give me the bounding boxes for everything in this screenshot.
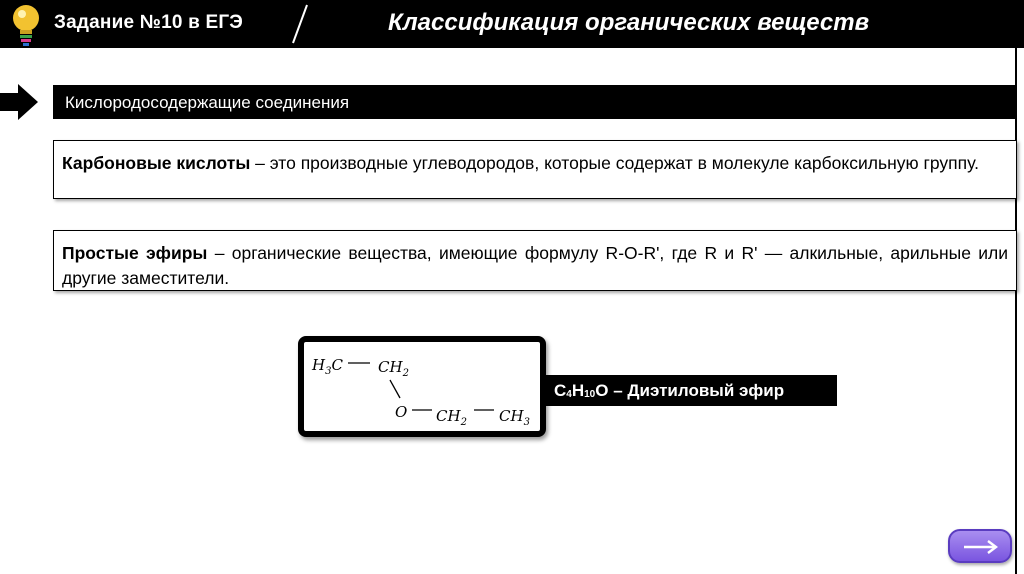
right-arrow-icon <box>962 539 1000 555</box>
lightbulb-icon <box>8 2 44 46</box>
group-ch2-upper: $CH_2$ <box>378 358 409 379</box>
formula-h-count: 10 <box>584 389 596 400</box>
diethyl-ether-structure <box>304 342 540 431</box>
formula-h: H <box>571 381 585 400</box>
topic-label: Задание №10 в ЕГЭ <box>54 12 244 33</box>
definition-carboxylic-acids <box>53 140 1017 199</box>
compound-name: – Диэтиловый эфир <box>608 381 785 400</box>
group-ch2-lower: $CH_2$ <box>436 407 467 428</box>
next-slide-button[interactable] <box>948 529 1012 563</box>
compound-name-label <box>543 375 837 406</box>
header-bar <box>0 0 1024 48</box>
structural-formula-box <box>298 336 546 437</box>
definition-term: Карбоновые кислоты <box>62 153 251 173</box>
section-header <box>53 85 1017 119</box>
bond-line <box>390 380 400 398</box>
slide-frame <box>0 48 1017 574</box>
definition-term: Простые эфиры <box>62 243 208 263</box>
group-oxygen: O <box>395 403 408 421</box>
formula-c: C <box>554 381 567 400</box>
group-ch3: $CH_3$ <box>499 407 530 428</box>
section-arrow-icon <box>0 82 40 122</box>
definition-ethers <box>53 230 1017 291</box>
header-divider <box>289 3 311 45</box>
definition-text: – это производные углеводородов, которые содержат в молекуле карбоксильную группу. <box>250 153 979 173</box>
section-label: Кислородосодержащие соединения <box>65 93 350 112</box>
group-h3c: $H_3C$ <box>312 356 343 377</box>
formula-c-count: 4 <box>566 389 572 400</box>
page-title: Классификация органических веществ <box>388 9 870 36</box>
definition-text: – органические вещества, имеющие формулу R-O-R', где R и R' — алкильные, арильные или другие заместители. <box>62 243 1008 288</box>
formula-o: O <box>595 381 609 400</box>
